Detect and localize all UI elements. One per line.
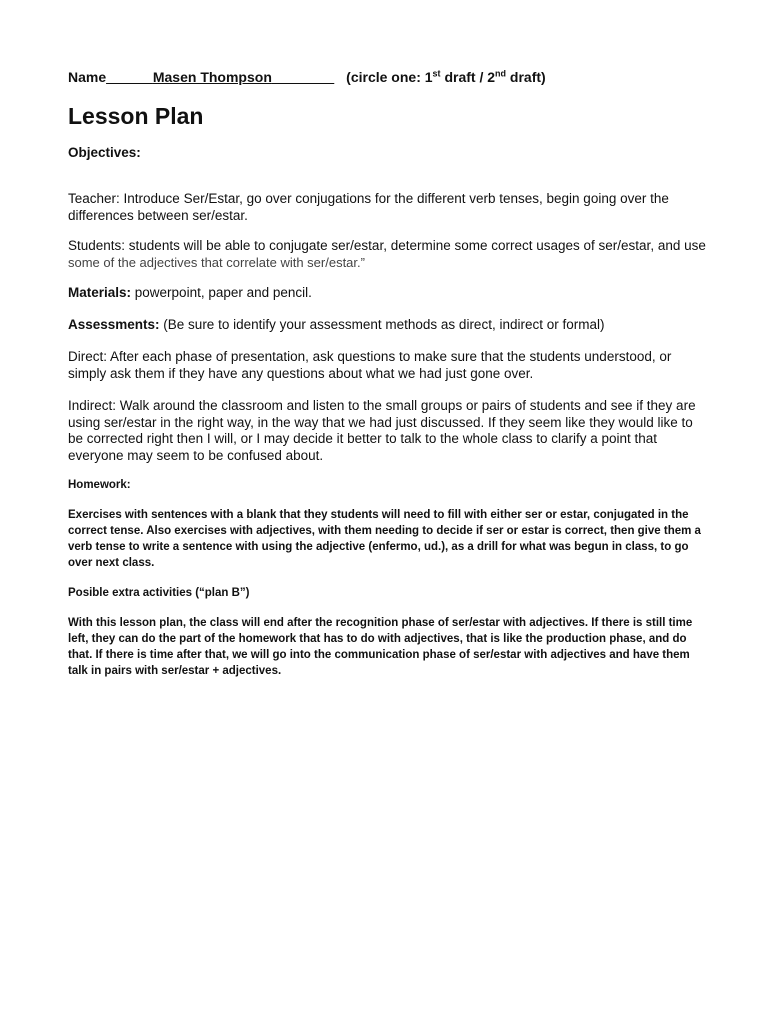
materials-text: powerpoint, paper and pencil. — [131, 285, 312, 300]
name-blank-right: ________ — [271, 69, 335, 85]
name-blank-left: ______ — [106, 69, 153, 85]
student-name: Masen Thompson — [152, 69, 272, 85]
name-label: Name — [68, 69, 107, 85]
materials-label: Materials: — [68, 285, 132, 300]
teacher-objective: Teacher: Introduce Ser/Estar, go over conjugations for the different verb tenses, begin going over the differences between ser/estar. — [68, 191, 669, 223]
page-title: Lesson Plan — [68, 103, 204, 129]
objectives-heading: Objectives: — [68, 145, 141, 160]
second-sup: nd — [495, 68, 507, 79]
draft-choice-separator: draft / 2 — [440, 69, 496, 85]
students-objective-main: Students: students will be able to conjugate ser/estar, determine some correct usages of ser/estar, and use — [68, 238, 706, 253]
direct-assessment: Direct: After each phase of presentation, ask questions to make sure that the students understood, or simply ask them if they have any questions about what we had just gone over. — [68, 349, 672, 381]
draft-choice-end: draft) — [506, 69, 546, 85]
materials-paragraph — [68, 285, 708, 302]
first-sup: st — [432, 68, 441, 79]
document-page — [68, 64, 708, 679]
extra-activities-text: With this lesson plan, the class will end after the recognition phase of ser/estar with adjectives. If there is still time left, they can do the part of the homework that has to do with adjectives, that is like the production phase, and do that. If there is time after that, we will go into the communication phase of ser/estar with adjectives and have them talk in pairs with ser/estar + adjectives. — [68, 617, 693, 677]
name-line — [68, 68, 708, 86]
assessments-paragraph — [68, 317, 708, 334]
extra-activities-heading: Posible extra activities (“plan B”) — [68, 587, 250, 599]
assessments-text: (Be sure to identify your assessment methods as direct, indirect or formal) — [159, 316, 605, 332]
assessments-label: Assessments: — [68, 316, 160, 332]
draft-choice-prefix: (circle one: 1 — [346, 69, 433, 85]
students-objective-tail: some of the adjectives that correlate with ser/estar.” — [68, 254, 365, 270]
homework-heading: Homework: — [68, 479, 131, 491]
students-objective — [68, 238, 708, 271]
homework-text: Exercises with sentences with a blank that they students will need to fill with either ser or estar, conjugated in the correct tense. Also exercises with adjectives, with them needing to decide if ser or estar is correct, then give them a verb tense to write a sentence with using the adjective (enfermo, ud.), as a drill for what was begun in class, to go over next class. — [68, 509, 701, 569]
indirect-assessment: Indirect: Walk around the classroom and listen to the small groups or pairs of students and see if they are using ser/estar in the right way, in the way that we had just discussed. If they seem like they would like to be corrected right then I will, or I may decide it better to talk to the whole class to clarify a point that everyone may seem to be confused about. — [68, 398, 696, 463]
